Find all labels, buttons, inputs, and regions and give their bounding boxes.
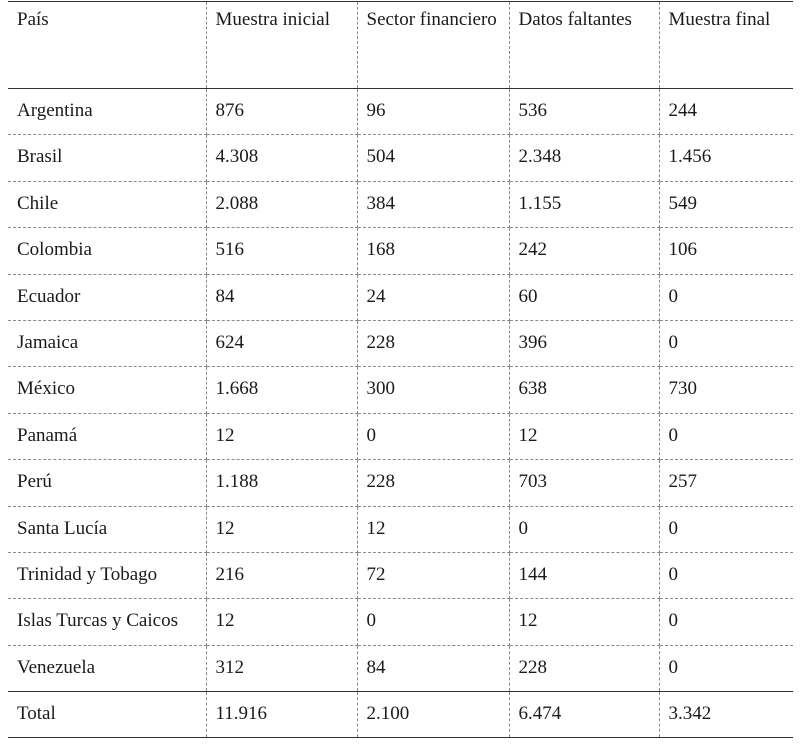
muestra-inicial-cell: 516: [206, 228, 357, 274]
country-cell: Trinidad y Tobago: [8, 552, 206, 598]
datos-faltantes-cell: 1.155: [509, 181, 659, 227]
muestra-inicial-cell: 876: [206, 89, 357, 135]
datos-faltantes-cell: 536: [509, 89, 659, 135]
muestra-final-cell: 0: [659, 413, 793, 459]
datos-faltantes-cell: 703: [509, 460, 659, 506]
datos-faltantes-cell: 0: [509, 506, 659, 552]
header-datos-faltantes: Datos faltantes: [509, 2, 659, 89]
table-row: [8, 460, 793, 506]
header-muestra-final: Muestra final: [659, 2, 793, 89]
muestra-inicial-cell: 1.668: [206, 367, 357, 413]
country-cell: Jamaica: [8, 320, 206, 366]
country-cell: Panamá: [8, 413, 206, 459]
muestra-final-cell: 0: [659, 506, 793, 552]
table-row: [8, 367, 793, 413]
muestra-final-cell: 0: [659, 274, 793, 320]
country-cell: Argentina: [8, 89, 206, 135]
table-row: [8, 135, 793, 181]
muestra-inicial-cell: 2.088: [206, 181, 357, 227]
datos-faltantes-cell: 228: [509, 645, 659, 691]
sector-financiero-cell: 300: [357, 367, 509, 413]
table-row: [8, 228, 793, 274]
datos-faltantes-cell: 144: [509, 552, 659, 598]
sector-financiero-cell: 12: [357, 506, 509, 552]
muestra-final-cell: 0: [659, 552, 793, 598]
country-cell: Chile: [8, 181, 206, 227]
total-datos-faltantes-cell: 6.474: [509, 692, 659, 738]
datos-faltantes-cell: 60: [509, 274, 659, 320]
sample-table: [8, 1, 793, 738]
total-label: Total: [8, 692, 206, 738]
table-header-row: [8, 2, 793, 89]
muestra-inicial-cell: 4.308: [206, 135, 357, 181]
muestra-inicial-cell: 624: [206, 320, 357, 366]
datos-faltantes-cell: 638: [509, 367, 659, 413]
datos-faltantes-cell: 12: [509, 413, 659, 459]
sector-financiero-cell: 72: [357, 552, 509, 598]
muestra-inicial-cell: 216: [206, 552, 357, 598]
sector-financiero-cell: 504: [357, 135, 509, 181]
table-body: [8, 89, 793, 738]
muestra-final-cell: 0: [659, 599, 793, 645]
sector-financiero-cell: 0: [357, 413, 509, 459]
muestra-final-cell: 0: [659, 645, 793, 691]
header-pais: País: [8, 2, 206, 89]
sector-financiero-cell: 228: [357, 460, 509, 506]
muestra-final-cell: 106: [659, 228, 793, 274]
country-cell: Brasil: [8, 135, 206, 181]
muestra-final-cell: 730: [659, 367, 793, 413]
table-row: [8, 413, 793, 459]
sector-financiero-cell: 168: [357, 228, 509, 274]
muestra-inicial-cell: 312: [206, 645, 357, 691]
datos-faltantes-cell: 242: [509, 228, 659, 274]
header-sector-financiero: Sector financiero: [357, 2, 509, 89]
country-cell: Santa Lucía: [8, 506, 206, 552]
table-row: [8, 320, 793, 366]
muestra-final-cell: 549: [659, 181, 793, 227]
muestra-inicial-cell: 12: [206, 506, 357, 552]
table-row: [8, 506, 793, 552]
muestra-final-cell: 0: [659, 320, 793, 366]
table-row: [8, 89, 793, 135]
table-row: [8, 645, 793, 691]
country-cell: Colombia: [8, 228, 206, 274]
country-cell: Perú: [8, 460, 206, 506]
sector-financiero-cell: 0: [357, 599, 509, 645]
sector-financiero-cell: 384: [357, 181, 509, 227]
table-row: [8, 274, 793, 320]
sector-financiero-cell: 228: [357, 320, 509, 366]
table-row: [8, 599, 793, 645]
total-row: [8, 692, 793, 738]
country-cell: Venezuela: [8, 645, 206, 691]
sector-financiero-cell: 96: [357, 89, 509, 135]
country-cell: México: [8, 367, 206, 413]
country-cell: Islas Turcas y Caicos: [8, 599, 206, 645]
total-muestra-final-cell: 3.342: [659, 692, 793, 738]
muestra-final-cell: 257: [659, 460, 793, 506]
muestra-inicial-cell: 12: [206, 413, 357, 459]
muestra-inicial-cell: 84: [206, 274, 357, 320]
datos-faltantes-cell: 396: [509, 320, 659, 366]
total-sector-financiero-cell: 2.100: [357, 692, 509, 738]
muestra-inicial-cell: 12: [206, 599, 357, 645]
datos-faltantes-cell: 12: [509, 599, 659, 645]
country-cell: Ecuador: [8, 274, 206, 320]
muestra-inicial-cell: 1.188: [206, 460, 357, 506]
header-muestra-inicial: Muestra inicial: [206, 2, 357, 89]
total-muestra-inicial-cell: 11.916: [206, 692, 357, 738]
table-row: [8, 181, 793, 227]
sector-financiero-cell: 24: [357, 274, 509, 320]
muestra-final-cell: 1.456: [659, 135, 793, 181]
table-row: [8, 552, 793, 598]
sector-financiero-cell: 84: [357, 645, 509, 691]
muestra-final-cell: 244: [659, 89, 793, 135]
datos-faltantes-cell: 2.348: [509, 135, 659, 181]
